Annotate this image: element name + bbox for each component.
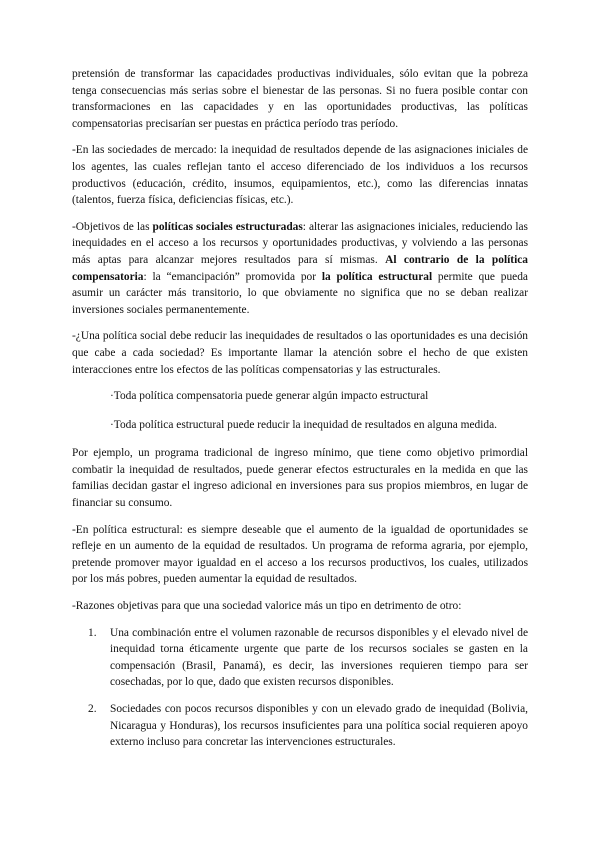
paragraph-example: Por ejemplo, un programa tradicional de ingreso mínimo, que tiene como objetivo primordial combatir la inequidad de resultados, puede generar efectos estructurales en la medida en que las familias decidan gastar el ingreso adicional en inversiones para sus propios miembros, en lugar de financiar su consumo. (72, 447, 528, 510)
document-page (72, 66, 528, 761)
text-segment: permite que pueda asumir un carácter más transitorio, lo que obviamente no significa que no se deban realizar inversiones sociales permanentemente. (72, 270, 528, 316)
list-item (72, 701, 528, 751)
list-number: 2. (88, 703, 97, 715)
bold-term-contrary-compensatory: Al contrario de la política compensatoria (72, 253, 528, 283)
paragraph-market-societies: -En las sociedades de mercado: la inequidad de resultados depende de las asignaciones iniciales de los agentes, las cuales reflejan tanto el acceso diferenciado de los individuos a los recursos productivos (educación, crédito, insumos, equipamientos, etc.), como las diferencias innatas (talentos, fuerza física, deficiencias físicas, etc.). (72, 144, 528, 207)
bullet-structural: ·Toda política estructural puede reducir la inequidad de resultados en alguna medida. (110, 418, 497, 431)
paragraph-reasons: -Razones objetivas para que una sociedad valorice más un tipo en detrimento de otro: (72, 600, 462, 613)
paragraph-compensatory-limits: pretensión de transformar las capacidades productivas individuales, sólo evitan que la pobreza tenga consecuencias más serias sobre el bienestar de las personas. Si no fuera posible contar con transformaciones en las capacidades y en las oportunidades productivas, las políticas compensatorias precisarían ser puestas en práctica período tras período. (72, 68, 528, 130)
list-text: Sociedades con pocos recursos disponibles y con un elevado grado de inequidad (Bolivia, Nicaragua y Honduras), los recursos insuficientes para una política social requieren apoyo externo incluso para concretar las intervenciones estructurales. (110, 703, 528, 749)
text-segment: -Objetivos de las (72, 220, 153, 233)
list-number: 1. (88, 626, 97, 639)
paragraph-structural-objectives (72, 219, 528, 319)
paragraph-structural-policy: -En política estructural: es siempre deseable que el aumento de la igualdad de oportunidades se refleje en un aumento de la equidad de resultados. Un programa de reforma agraria, por ejemplo, pretende promover mayor igualdad en el acceso a los recursos productivos, los cuales, utilizados por los más pobres, pueden aumentar la equidad de resultados. (72, 523, 528, 586)
text-segment: : la “emancipación” promovida por (143, 270, 322, 283)
text-segment: : alterar las asignaciones iniciales, reduciendo las inequidades en el acceso a los recursos y oportunidades productivas, y volviendo a las personas más aptas para alcanzar mejores resultados para sí mismas. (72, 220, 528, 266)
paragraph-question: -¿Una política social debe reducir las inequidades de resultados o las oportunidades es una decisión que cabe a cada sociedad? Es importante llamar la atención sobre el hecho de que existen interacciones entre los efectos de las políticas compensatorias y las estructurales. (72, 330, 528, 376)
bold-term-structural-policy: la política estructural (321, 270, 433, 283)
reasons-list (72, 625, 528, 751)
list-item (72, 625, 528, 691)
list-text: Una combinación entre el volumen razonable de recursos disponibles y el elevado nivel de inequidad torna éticamente urgente que parte de los recursos sociales se gasten en la compensación (Brasil, Panamá), es decir, las inversiones requieren tiempo para ser cosechadas, por lo que, dado que existen recursos disponibles. (110, 626, 528, 689)
bold-term-structural-policies: políticas sociales estructuradas (152, 220, 303, 233)
bullet-compensatory: ·Toda política compensatoria puede generar algún impacto estructural (110, 390, 429, 403)
